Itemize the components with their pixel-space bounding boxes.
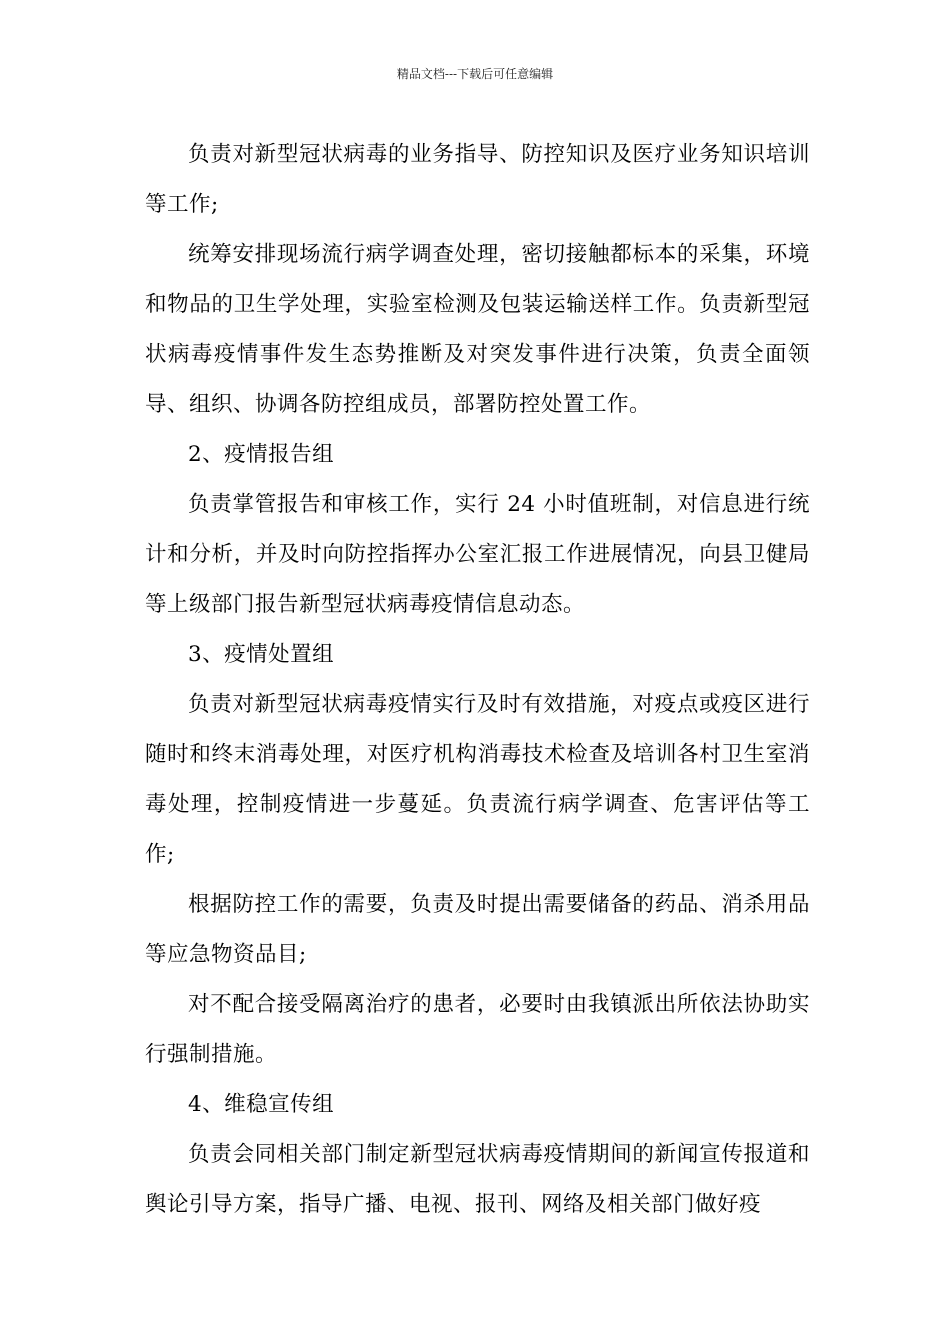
paragraph-reporting: 负责掌管报告和审核工作，实行 24 小时值班制，对信息进行统计和分析，并及时向防控指挥办公室汇报工作进展情况，向县卫健局等上级部门报告新型冠状病毒疫情信息动态。 <box>145 492 810 617</box>
section-heading-disposal-group: 3、疫情处置组 <box>188 642 335 667</box>
paragraph-publicity: 负责会同相关部门制定新型冠状病毒疫情期间的新闻宣传报道和舆论引导方案，指导广播、电视、报刊、网络及相关部门做好疫 <box>145 1142 810 1217</box>
document-body <box>145 130 810 1230</box>
page-header: 精品文档---下载后可任意编辑 <box>396 67 554 81</box>
section-heading-publicity-group: 4、维稳宣传组 <box>188 1092 335 1117</box>
paragraph-disinfection: 负责对新型冠状病毒疫情实行及时有效措施，对疫点或疫区进行随时和终末消毒处理，对医疗机构消毒技术检查及培训各村卫生室消毒处理，控制疫情进一步蔓延。负责流行病学调查、危害评估等工作; <box>145 692 810 867</box>
paragraph-training: 负责对新型冠状病毒的业务指导、防控知识及医疗业务知识培训等工作; <box>145 142 810 217</box>
paragraph-coordination: 统筹安排现场流行病学调查处理，密切接触都标本的采集，环境和物品的卫生学处理，实验室检测及包装运输送样工作。负责新型冠状病毒疫情事件发生态势推断及对突发事件进行决策，负责全面领导、组织、协调各防控组成员，部署防控处置工作。 <box>145 242 810 417</box>
paragraph-supplies: 根据防控工作的需要，负责及时提出需要储备的药品、消杀用品等应急物资品目; <box>145 892 810 967</box>
section-heading-report-group: 2、疫情报告组 <box>188 442 335 467</box>
paragraph-enforcement: 对不配合接受隔离治疗的患者，必要时由我镇派出所依法协助实行强制措施。 <box>145 992 810 1067</box>
